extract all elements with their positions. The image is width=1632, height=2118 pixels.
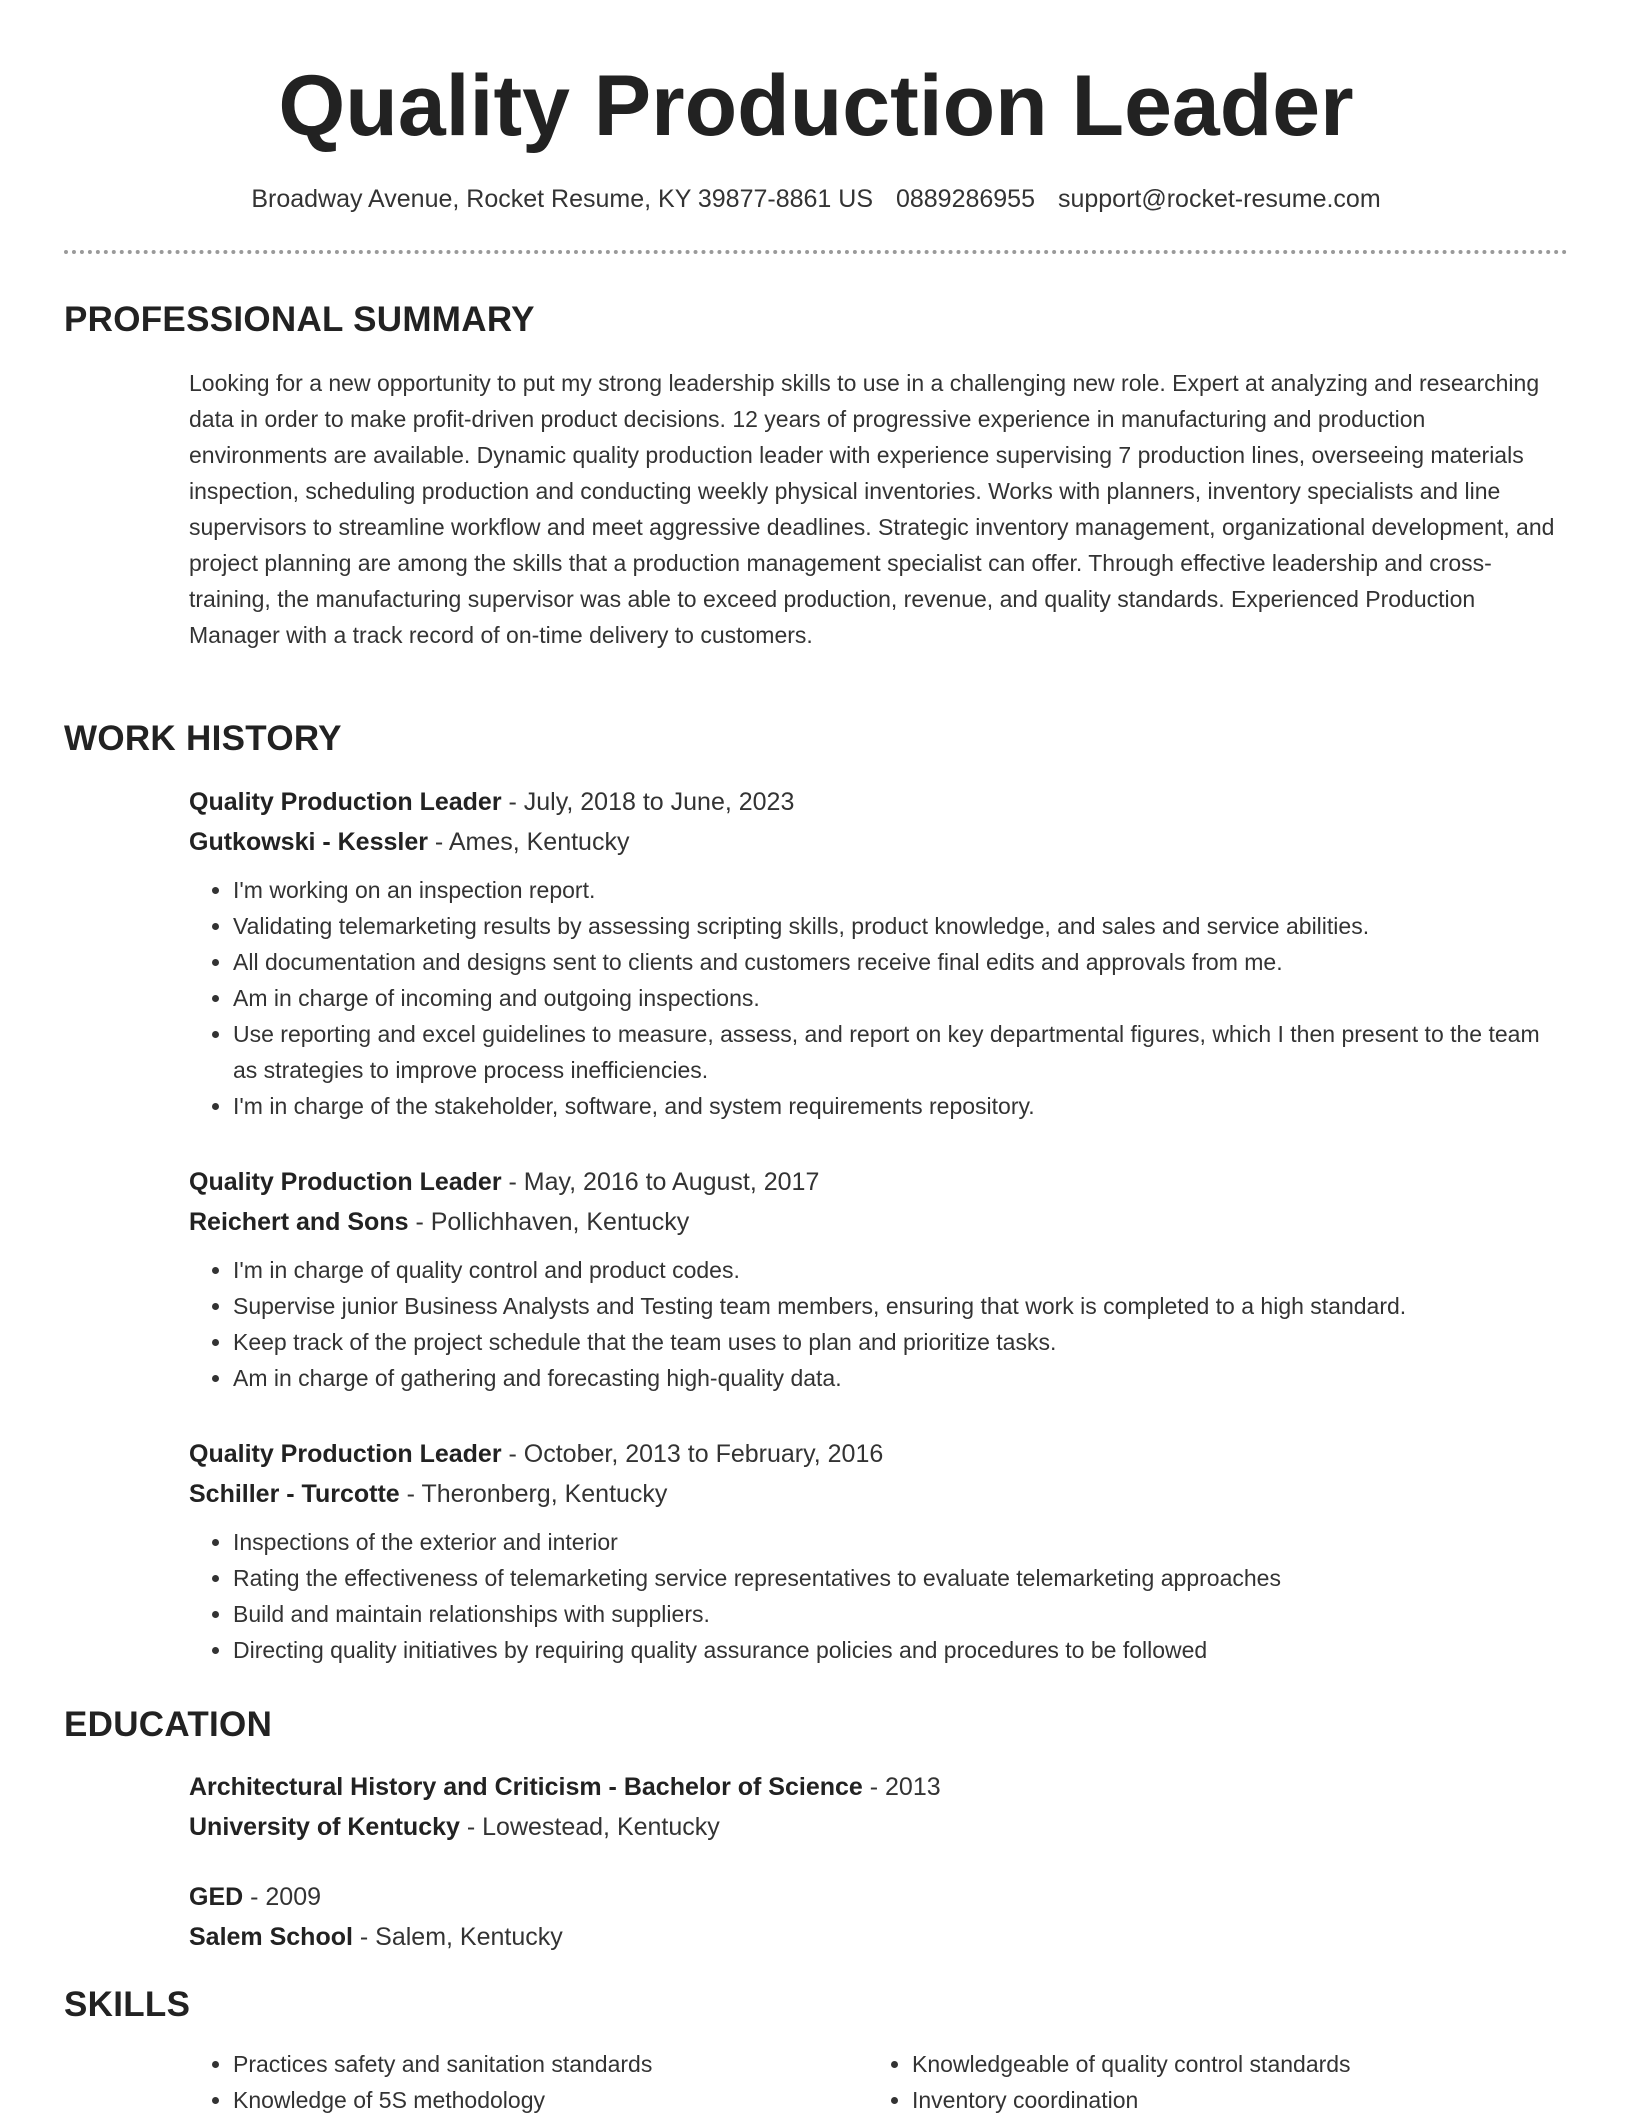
education-degree: Architectural History and Criticism - Bachelor of Science xyxy=(189,1773,863,1801)
job-location: - Theronberg, Kentucky xyxy=(399,1480,668,1508)
job-company: Reichert and Sons xyxy=(189,1208,409,1236)
education-location: - Lowestead, Kentucky xyxy=(459,1813,720,1841)
education-location: - Salem, Kentucky xyxy=(352,1923,563,1951)
contact-phone: 0889286955 xyxy=(895,185,1035,213)
education-degree-line xyxy=(189,1877,1559,1917)
job-dates: - July, 2018 to June, 2023 xyxy=(501,788,795,816)
job-title-line xyxy=(189,1162,1559,1202)
contact-email: support@rocket-resume.com xyxy=(1057,185,1381,213)
summary-text: Looking for a new opportunity to put my strong leadership skills to use in a challenging new role. Expert at analyzing and researching data in order to make profit-driven product decisions. 12 years of progressive experience in manufacturing and production environments are available. Dynamic quality production leader with experience supervising 7 production lines, overseeing materials inspection, scheduling production and conducting weekly physical inventories. Works with planners, inventory specialists and line supervisors to streamline workflow and meet aggressive deadlines. Strategic inventory management, organizational development, and project planning are among the skills that a production management specialist can offer. Through effective leadership and cross-training, the manufacturing supervisor was able to exceed production, revenue, and quality standards. Experienced Production Manager with a track record of on-time delivery to customers. xyxy=(189,370,1555,648)
header-divider xyxy=(64,250,1568,254)
list-item: • I'm in charge of quality control and product codes. xyxy=(233,1252,1559,1288)
education-school-line xyxy=(189,1917,1559,1957)
job-title: Quality Production Leader xyxy=(189,1168,502,1196)
education-year: - 2013 xyxy=(862,1773,941,1801)
skills-heading: SKILLS xyxy=(64,1985,191,2024)
job-entry xyxy=(189,782,1559,1124)
list-item: • Directing quality initiatives by requiring quality assurance policies and procedures to be followed xyxy=(233,1632,1559,1668)
education-school-line xyxy=(189,1807,1559,1847)
list-item: • Build and maintain relationships with suppliers. xyxy=(233,1596,1559,1632)
list-item: • Keep track of the project schedule that the team uses to plan and prioritize tasks. xyxy=(233,1324,1559,1360)
list-item: • All documentation and designs sent to clients and customers receive final edits and approvals from me. xyxy=(233,944,1559,980)
list-item: • Inspections of the exterior and interior xyxy=(233,1524,1559,1560)
education-school: University of Kentucky xyxy=(189,1813,460,1841)
contact-line xyxy=(0,182,1632,216)
skill-item: • Knowledgeable of quality control standards xyxy=(912,2046,1547,2082)
skill-item: • Inventory coordination xyxy=(912,2082,1547,2118)
contact-address: Broadway Avenue, Rocket Resume, KY 39877-8861 US xyxy=(251,185,873,213)
education-heading: EDUCATION xyxy=(64,1705,273,1744)
skill-item: • Knowledge of 5S methodology xyxy=(233,2082,868,2118)
job-company: Gutkowski - Kessler xyxy=(189,828,428,856)
education-entry xyxy=(189,1877,1559,1957)
education-entry xyxy=(189,1767,1559,1847)
list-item: • Rating the effectiveness of telemarketing service representatives to evaluate telemarketing approaches xyxy=(233,1560,1559,1596)
skill-item: • Practices safety and sanitation standards xyxy=(233,2046,868,2082)
list-item: • Am in charge of incoming and outgoing inspections. xyxy=(233,980,1559,1016)
skills-column-left xyxy=(189,2046,868,2118)
job-title: Quality Production Leader xyxy=(189,1440,502,1468)
job-bullets xyxy=(189,872,1559,1124)
job-bullets xyxy=(189,1524,1559,1668)
list-item: • I'm working on an inspection report. xyxy=(233,872,1559,908)
resume-title: Quality Production Leader xyxy=(278,58,1354,154)
education-degree-line xyxy=(189,1767,1559,1807)
list-item: • Use reporting and excel guidelines to measure, assess, and report on key departmental figures, which I then present to the team as strategies to improve process inefficiencies. xyxy=(233,1016,1559,1088)
summary-heading: PROFESSIONAL SUMMARY xyxy=(64,300,535,339)
job-location: - Ames, Kentucky xyxy=(427,828,630,856)
job-company: Schiller - Turcotte xyxy=(189,1480,400,1508)
work-history-heading: WORK HISTORY xyxy=(64,719,342,758)
list-item: • I'm in charge of the stakeholder, software, and system requirements repository. xyxy=(233,1088,1559,1124)
job-bullets xyxy=(189,1252,1559,1396)
job-title-line xyxy=(189,782,1559,822)
job-title: Quality Production Leader xyxy=(189,788,502,816)
education-degree: GED xyxy=(189,1883,244,1911)
list-item: • Supervise junior Business Analysts and Testing team members, ensuring that work is completed to a high standard. xyxy=(233,1288,1559,1324)
job-entry xyxy=(189,1434,1559,1668)
job-company-line xyxy=(189,1474,1559,1514)
job-company-line xyxy=(189,1202,1559,1242)
education-school: Salem School xyxy=(189,1923,353,1951)
job-dates: - May, 2016 to August, 2017 xyxy=(501,1168,820,1196)
list-item: • Am in charge of gathering and forecasting high-quality data. xyxy=(233,1360,1559,1396)
education-year: - 2009 xyxy=(243,1883,322,1911)
skills-column-right xyxy=(868,2046,1547,2118)
job-entry xyxy=(189,1162,1559,1396)
job-location: - Pollichhaven, Kentucky xyxy=(408,1208,690,1236)
job-company-line xyxy=(189,822,1559,862)
job-dates: - October, 2013 to February, 2016 xyxy=(501,1440,884,1468)
skills-list xyxy=(189,2046,1559,2118)
job-title-line xyxy=(189,1434,1559,1474)
list-item: • Validating telemarketing results by assessing scripting skills, product knowledge, and sales and service abilities. xyxy=(233,908,1559,944)
